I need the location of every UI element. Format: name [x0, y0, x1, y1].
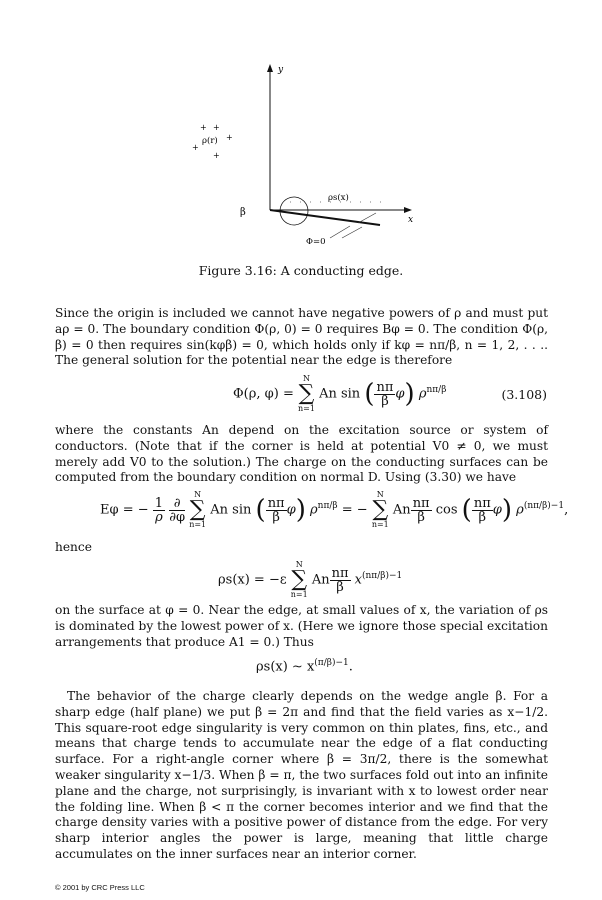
- equation-number: (3.108): [501, 387, 547, 402]
- equation-e-phi: Eφ = − $\frac{1}{\rho}$ $\frac{\partial}{\partial\varphi}$ N ∑ n=1 An sin ( $\frac{n\pi}{\beta}$ φ) $\rho^{n\pi/\beta}$ = − N ∑ n=1 An $\frac{n\pi}{\beta}$ cos ( $\frac{n\pi}{\beta}$ φ) $\rho^{(n\pi/\beta)-1}$,: [100, 490, 569, 529]
- copyright-footer: © 2001 by CRC Press LLC: [55, 883, 145, 892]
- plus-sign: +: [213, 151, 220, 160]
- plus-sign: +: [226, 133, 233, 142]
- rho-s-label: ρs(x): [328, 193, 349, 203]
- beta-label: β: [240, 207, 246, 218]
- paragraph-4: The behavior of the charge clearly depends on the wedge angle β. For a sharp edge (half plane) we put β = 2π and find that the field varies as x−1/2. This square-root edge singularity is very common on thin plates, fins, etc., and means that charge tends to accumulate near the edge of a flat conducting surface. For a right-angle corner where β = 3π/2, there is the somewhat weaker singularity x−1/3. When β = π, the two surfaces fold out into an infinite plane and the charge, not surprisingly, is invariant with x to lowest order near the folding line. When β < π the corner becomes interior and we find that the charge density varies with a positive power of distance from the edge. For very sharp interior angles the power is large, meaning that little charge accumulates on the inner surfaces near an interior corner.: [55, 689, 548, 861]
- eq-lhs: Φ(ρ, φ) =: [233, 386, 294, 402]
- x-axis-label: x: [408, 215, 414, 225]
- plus-sign: +: [200, 123, 207, 132]
- equation-rho-s: ρs(x) = −ε N ∑ n=1 An $\frac{n\pi}{\beta}$ $x^{(n\pi/\beta)-1}$: [218, 560, 403, 599]
- plus-sign: +: [192, 143, 199, 152]
- rho-r-label: ρ(r): [202, 136, 218, 146]
- x-axis-arrow-icon: [404, 207, 412, 213]
- hence-text: hence: [55, 540, 92, 554]
- equation-3-108: Φ(ρ, φ) = N ∑ n=1 An sin ( $\frac{n\pi}{\beta}$ φ) $\rho^{n\pi/\beta}$: [233, 374, 447, 413]
- figure-caption: Figure 3.16: A conducting edge.: [198, 263, 404, 278]
- summation: N ∑ n=1: [297, 374, 315, 413]
- equation-thus: ρs(x) ∼ $x^{(\pi/\beta)-1}$.: [256, 658, 353, 675]
- paragraph-1: Since the origin is included we cannot have negative powers of ρ and must put aρ = 0. The boundary condition Φ(ρ, 0) = 0 requires Bφ = 0. The condition Φ(ρ, β) = 0 then requires sin(kφβ) = 0, which holds only if kφ = nπ/β, n = 1, 2, . . .. The general solution for the potential near the edge is therefore: [55, 306, 548, 368]
- plus-sign: +: [213, 123, 220, 132]
- phi-zero-label: Φ=0: [306, 237, 326, 247]
- conducting-edge-figure: [180, 60, 440, 260]
- y-axis-arrow-icon: [267, 64, 273, 72]
- y-axis-label: y: [278, 65, 284, 75]
- paragraph-2: where the constants An depend on the excitation source or system of conductors. (Note that if the corner is held at potential V0 ≠ 0, we must merely add V0 to the solution.) The charge on the conducting surfaces can be computed from the boundary condition on normal D. Using (3.30) we have: [55, 423, 548, 485]
- paragraph-3: on the surface at φ = 0. Near the edge, at small values of x, the variation of ρs is dominated by the lowest power of x. (Here we ignore those special excitation arrangements that produce A1 = 0.) Thus: [55, 603, 548, 649]
